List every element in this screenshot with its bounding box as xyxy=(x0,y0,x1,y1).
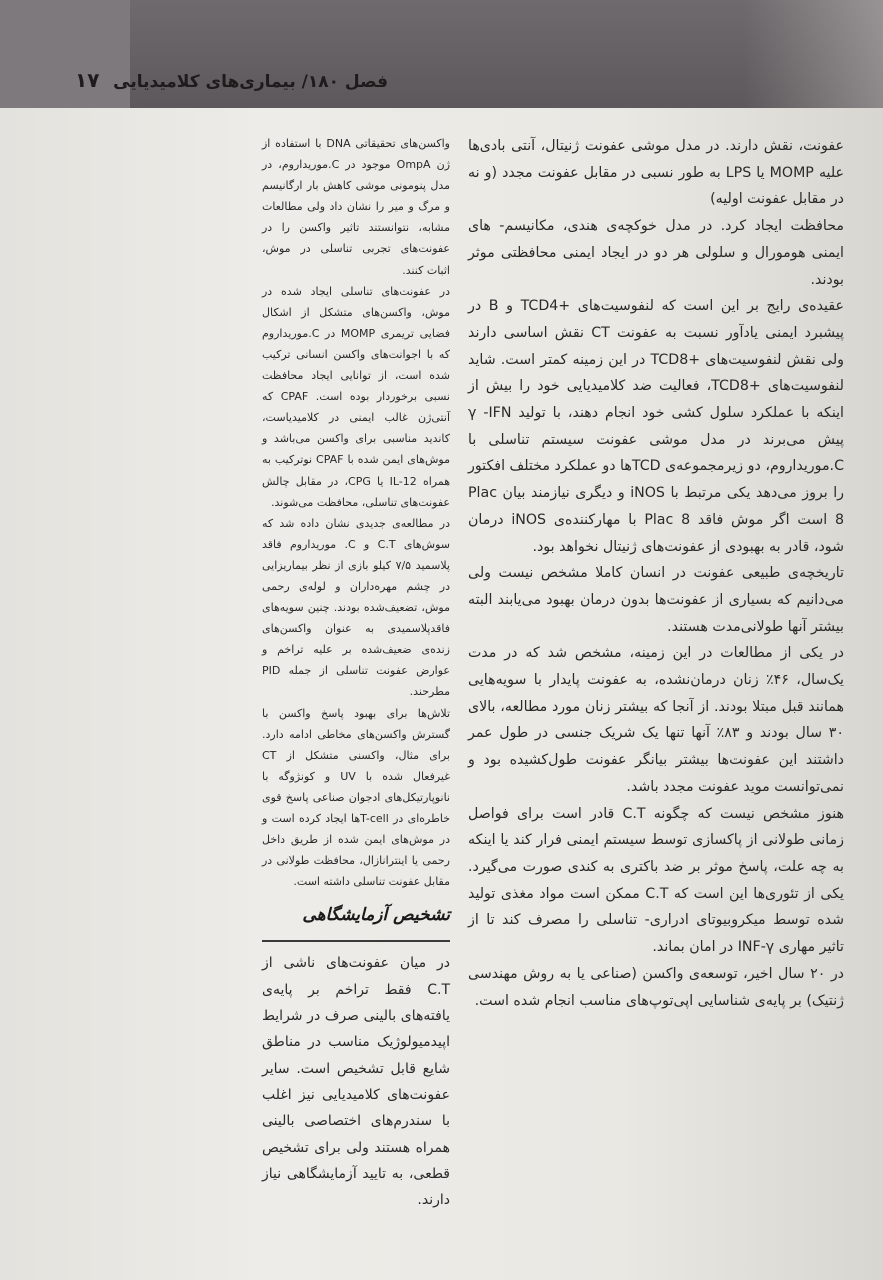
page-number-block xyxy=(0,0,130,108)
paragraph: تلاش‌ها برای بهبود پاسخ واکسن با گسترش واکسن‌های مخاطی ادامه دارد. برای مثال، واکسنی متشکل از CT غیرفعال شده با UV و کونژوگه با نانوپارتیکل‌های ادجوان صناعی پاسخ قوی خاطره‌ای در T-cellها ایجاد کرده است و در موش‌های ایمن شده از طریق داخل رحمی یا اینترانازال، محافظت طولانی در مقابل عفونت تناسلی داشته است. xyxy=(262,706,450,889)
paragraph: در مطالعه‌ی جدیدی نشان داده شد که سوش‌های C.T و C. موریداروم فاقد پلاسمید ۷/۵ کیلو بازی از نظر بیماریزایی در چشم مهره‌داران و لوله‌ی رحمی موش، تضعیف‌شده بودند. چنین سویه‌های فاقدپلاسمیدی به عنوان واکسن‌های زنده‌ی ضعیف‌شده بر علیه تراخم و عوارض عفونت تناسلی از جمله PID مطرحند. xyxy=(262,516,450,699)
section-divider xyxy=(262,940,450,942)
left-column xyxy=(262,133,450,892)
right-column xyxy=(468,133,844,1014)
paragraph: هنوز مشخص نیست که چگونه C.T قادر است برای فواصل زمانی طولانی از پاکسازی توسط سیستم ایمنی فرار کند یا اینکه به چه علت، پاسخ موثر بر ضد باکتری به کندی صورت می‌گیرد. یکی از تئوری‌ها این است که C.T ممکن است مواد مغذی تولید شده توسط میکروبیوتای ادراری- تناسلی را مصرف کند تا از تاثیر مهاری INF-γ در امان بماند. xyxy=(468,805,844,956)
chapter-title: فصل ۱۸۰/ بیماری‌های کلامیدیایی xyxy=(113,72,388,92)
paragraph: تاریخچه‌ی طبیعی عفونت در انسان کاملا مشخص نیست ولی می‌دانیم که بسیاری از عفونت‌ها بدون درمان بهبود می‌یابند البته بیشتر آنها طولانی‌مدت هستند. xyxy=(468,565,844,635)
paragraph: عفونت، نقش دارند. در مدل موشی عفونت ژنیتال، آنتی بادی‌ها علیه MOMP یا LPS به طور نسبی در مقابل عفونت مجدد (و نه در مقابل عفونت اولیه) xyxy=(468,138,845,208)
paragraph: در ۲۰ سال اخیر، توسعه‌ی واکسن (صناعی یا به روش مهندسی ژنتیک) بر پایه‌ی شناسایی اپی‌توپ‌های مناسب انجام شده است. xyxy=(468,965,844,1009)
paragraph: در عفونت‌های تناسلی ایجاد شده در موش، واکسن‌های متشکل از اشکال فضایی تریمری MOMP در C.موریداروم که با اجوانت‌های واکسن انسانی ترکیب شده است، از توانایی ایجاد محافظت نسبی برخوردار بوده است. CPAF که آنتی‌ژن غالب ایمنی در کلامیدیاست، کاندید مناسبی برای واکسن می‌باشد و موش‌های ایمن شده با CPAF نوترکیب به همراه IL-12 یا CPG، در مقابل چالش عفونت‌های تناسلی، محافظت می‌شوند. xyxy=(262,284,451,509)
paragraph: واکسن‌های تحقیقاتی DNA با استفاده از ژن OmpA موجود در C.موریداروم، در مدل پنومونی موشی کاهش بار ارگانیسم و مرگ و میر را نشان داد ولی مطالعات مشابه، نتوانستند تاثیر واکسن را در عفونت‌های تجربی تناسلی در موش، اثبات کنند. xyxy=(262,137,451,277)
page-number: ۱۷ xyxy=(75,68,100,92)
paragraph: عقیده‌ی رایج بر این است که لنفوسیت‌های +TCD4 و B در پیشبرد ایمنی یادآور نسبت به عفونت CT نقش اساسی دارند ولی نقش لنفوسیت‌های +TCD8 در این زمینه کمتر است. شاید لنفوسیت‌های +TCD8، فعالیت ضد کلامیدیایی خود را بیش از اینکه با عملکرد سلول کشی خود انجام دهند، با تولید γ -IFN پیش می‌برند در مدل موشی عفونت سیستم تناسلی با C.موریداروم، دو زیرمجموعه‌ی TCDها دو عملکرد مختلف افکتور را بروز می‌دهد یکی مرتبط با iNOS و دیگری نیازمند بیان Plac 8 است اگر موش فاقد Plac 8 با مهارکننده‌ی iNOS درمان شود، قادر به بهبودی از عفونت‌های ژنیتال نخواهد بود. xyxy=(468,298,845,555)
paragraph: محافظت ایجاد کرد. در مدل خوکچه‌ی هندی، مکانیسم- های ایمنی هومورال و سلولی هر دو در ایجاد ایمنی محافظتی موثر بودند. xyxy=(468,218,844,288)
header-edge xyxy=(743,0,883,108)
section-heading: تشخیص آزمایشگاهی xyxy=(302,905,450,926)
lab-diagnosis-section xyxy=(262,900,450,1213)
paragraph: در یکی از مطالعات در این زمینه، مشخص شد که در مدت یک‌سال، ۴۶٪ زنان درمان‌نشده، به عفونت پایدار با سویه‌هایی همانند قبل مبتلا بودند. از آنجا که بیشتر زنان مورد مطالعه، بالای ۳۰ سال بودند و ۸۳٪ آنها تنها یک شریک جنسی در طول عمر داشتند این عفونت‌ها بیشتر بیانگر عفونت طول‌کشیده بود و نمی‌توانست موید عفونت مجدد باشد. xyxy=(468,645,844,795)
section-paragraph: در میان عفونت‌های ناشی از C.T فقط تراخم بر پایه‌ی یافته‌های بالینی صرف در شرایط اپیدمیولوژیک مناسب در مناطق شایع قابل تشخیص است. سایر عفونت‌های کلامیدیایی نیز اغلب با سندرم‌های اختصاصی بالینی همراه هستند ولی برای تشخیص قطعی، به تایید آزمایشگاهی نیاز دارند. xyxy=(262,955,450,1209)
